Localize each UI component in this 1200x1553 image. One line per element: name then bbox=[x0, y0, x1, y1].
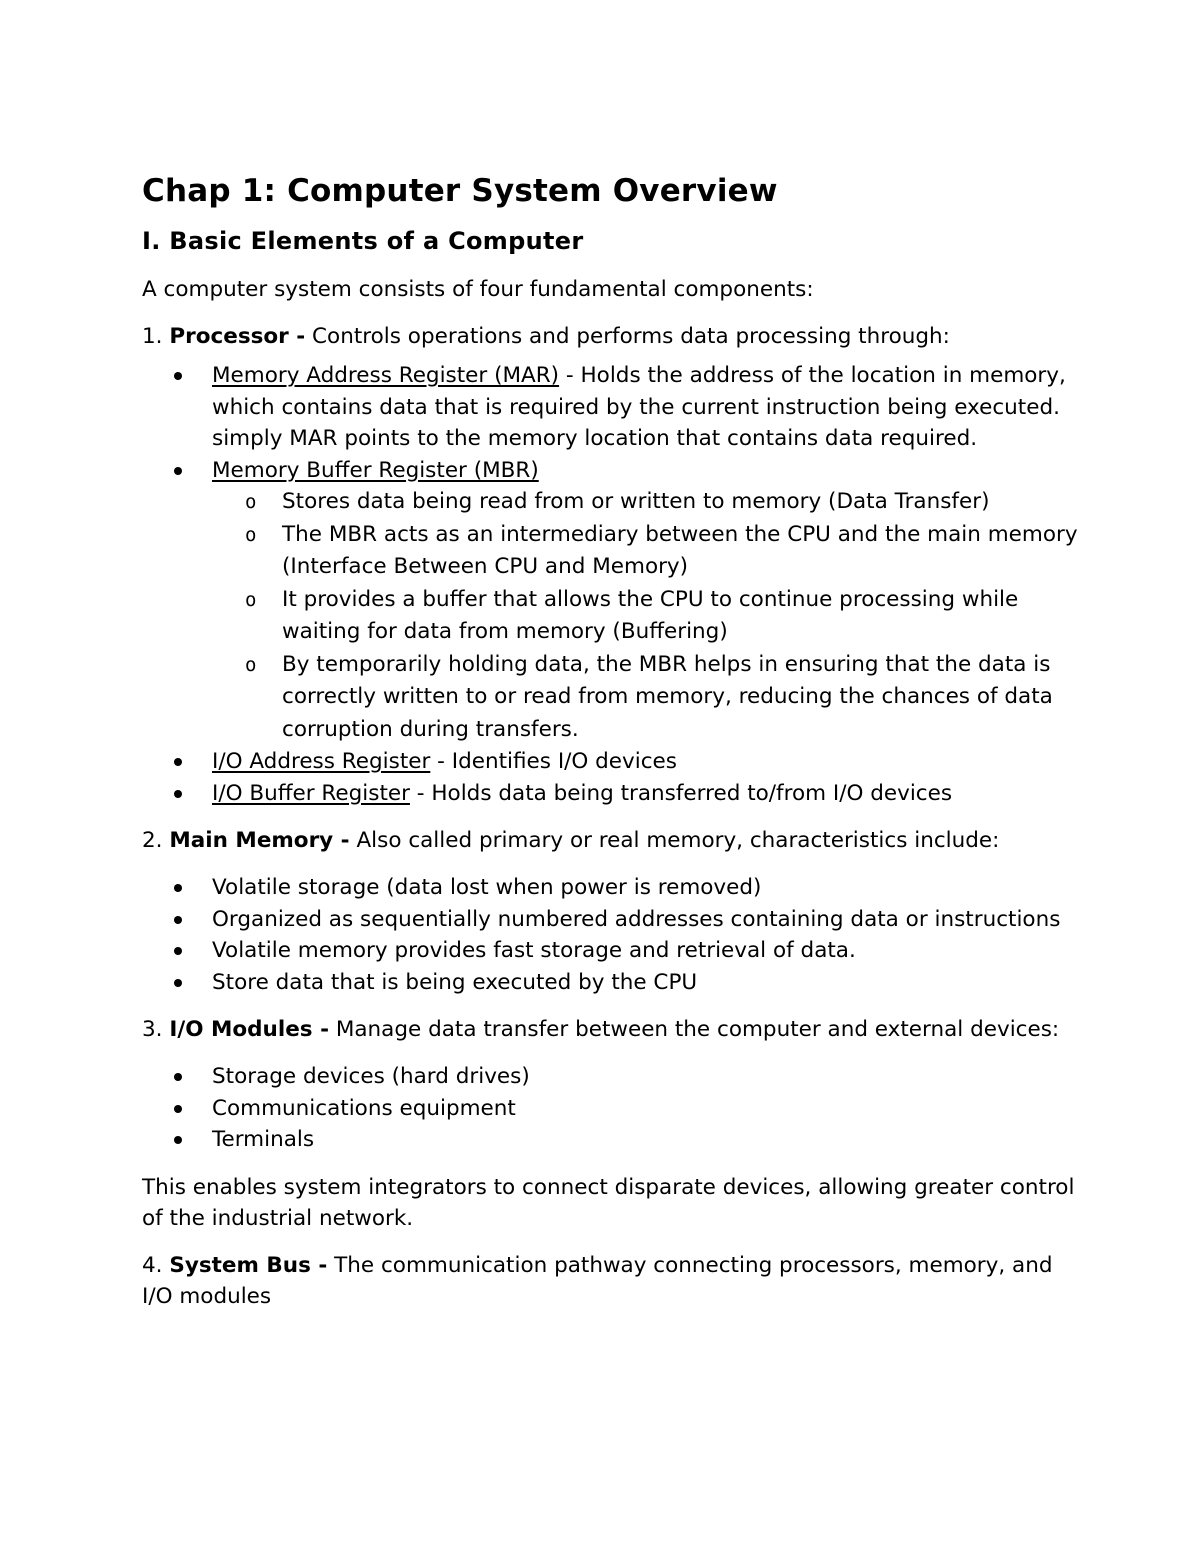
item-term: System Bus - bbox=[169, 1252, 328, 1278]
list-item: Store data that is being executed by the CPU bbox=[212, 967, 1082, 999]
item-number: 1. bbox=[142, 324, 163, 349]
list-item: Communications equipment bbox=[212, 1093, 1082, 1125]
mbr-sub-list bbox=[212, 486, 1082, 746]
io-modules-note: This enables system integrators to connect disparate devices, allowing greater control of the industrial network. bbox=[142, 1174, 1075, 1231]
document-page bbox=[142, 168, 1082, 1312]
component-processor bbox=[142, 321, 1082, 352]
separator: - bbox=[559, 363, 581, 388]
chapter-title: Chap 1: Computer System Overview bbox=[142, 173, 778, 209]
separator: - bbox=[430, 749, 452, 774]
list-item: Terminals bbox=[212, 1124, 1082, 1156]
list-item: Organized as sequentially numbered addresses containing data or instructions bbox=[212, 904, 1082, 936]
sub-list-item: o It provides a buffer that allows the CPU to continue processing while waiting for data from memory (Buffering) bbox=[282, 584, 1082, 649]
sub-list-item: o Stores data being read from or written to memory (Data Transfer) bbox=[282, 486, 1082, 519]
mar-description: Holds the address of the location in memory, which contains data that is required by the current instruction being executed. simply MAR points to the memory location that contains data required. bbox=[212, 363, 1066, 451]
io-modules-list bbox=[142, 1061, 1082, 1156]
list-item: Storage devices (hard drives) bbox=[212, 1061, 1082, 1093]
component-system-bus bbox=[142, 1250, 1082, 1312]
main-memory-list bbox=[142, 872, 1082, 998]
list-item-io-buffer-register bbox=[212, 778, 1082, 810]
io-buffer-register-description: Holds data being transferred to/from I/O devices bbox=[431, 780, 953, 806]
item-description: Controls operations and performs data processing through: bbox=[305, 324, 950, 349]
sub-list-item: o By temporarily holding data, the MBR helps in ensuring that the data is correctly written to or read from memory, reducing the chances of data corruption during transfers. bbox=[282, 649, 1082, 747]
item-description: Also called primary or real memory, characteristics include: bbox=[349, 828, 1000, 853]
item-term: I/O Modules - bbox=[169, 1017, 329, 1042]
component-main-memory bbox=[142, 825, 1082, 856]
mbr-term: Memory Buffer Register (MBR) bbox=[212, 457, 539, 483]
item-number: 4. bbox=[142, 1252, 163, 1278]
sub-list-item: o The MBR acts as an intermediary between the CPU and the main memory (Interface Between CPU and Memory) bbox=[282, 519, 1082, 584]
io-address-register-term: I/O Address Register bbox=[212, 749, 431, 774]
item-number: 3. bbox=[142, 1017, 163, 1042]
intro-paragraph: A computer system consists of four fundamental components: bbox=[142, 277, 814, 302]
io-address-register-description: Identifies I/O devices bbox=[451, 749, 677, 774]
separator: - bbox=[409, 780, 432, 806]
processor-registers-list bbox=[142, 360, 1082, 809]
list-item: Volatile memory provides fast storage and retrieval of data. bbox=[212, 935, 1082, 967]
list-item-mbr bbox=[212, 455, 1082, 747]
section-heading: I. Basic Elements of a Computer bbox=[142, 227, 584, 255]
list-item-mar bbox=[212, 360, 1082, 455]
item-term: Main Memory - bbox=[169, 828, 350, 853]
item-description: The communication pathway connecting processors, memory, and I/O modules bbox=[142, 1252, 1053, 1309]
io-buffer-register-term: I/O Buffer Register bbox=[212, 780, 410, 806]
mar-term: Memory Address Register (MAR) bbox=[212, 363, 560, 388]
item-description: Manage data transfer between the computer and external devices: bbox=[329, 1017, 1060, 1042]
component-io-modules bbox=[142, 1014, 1082, 1045]
item-number: 2. bbox=[142, 828, 163, 853]
list-item: Volatile storage (data lost when power is removed) bbox=[212, 872, 1082, 904]
list-item-io-address-register bbox=[212, 746, 1082, 778]
item-term: Processor - bbox=[169, 324, 306, 349]
